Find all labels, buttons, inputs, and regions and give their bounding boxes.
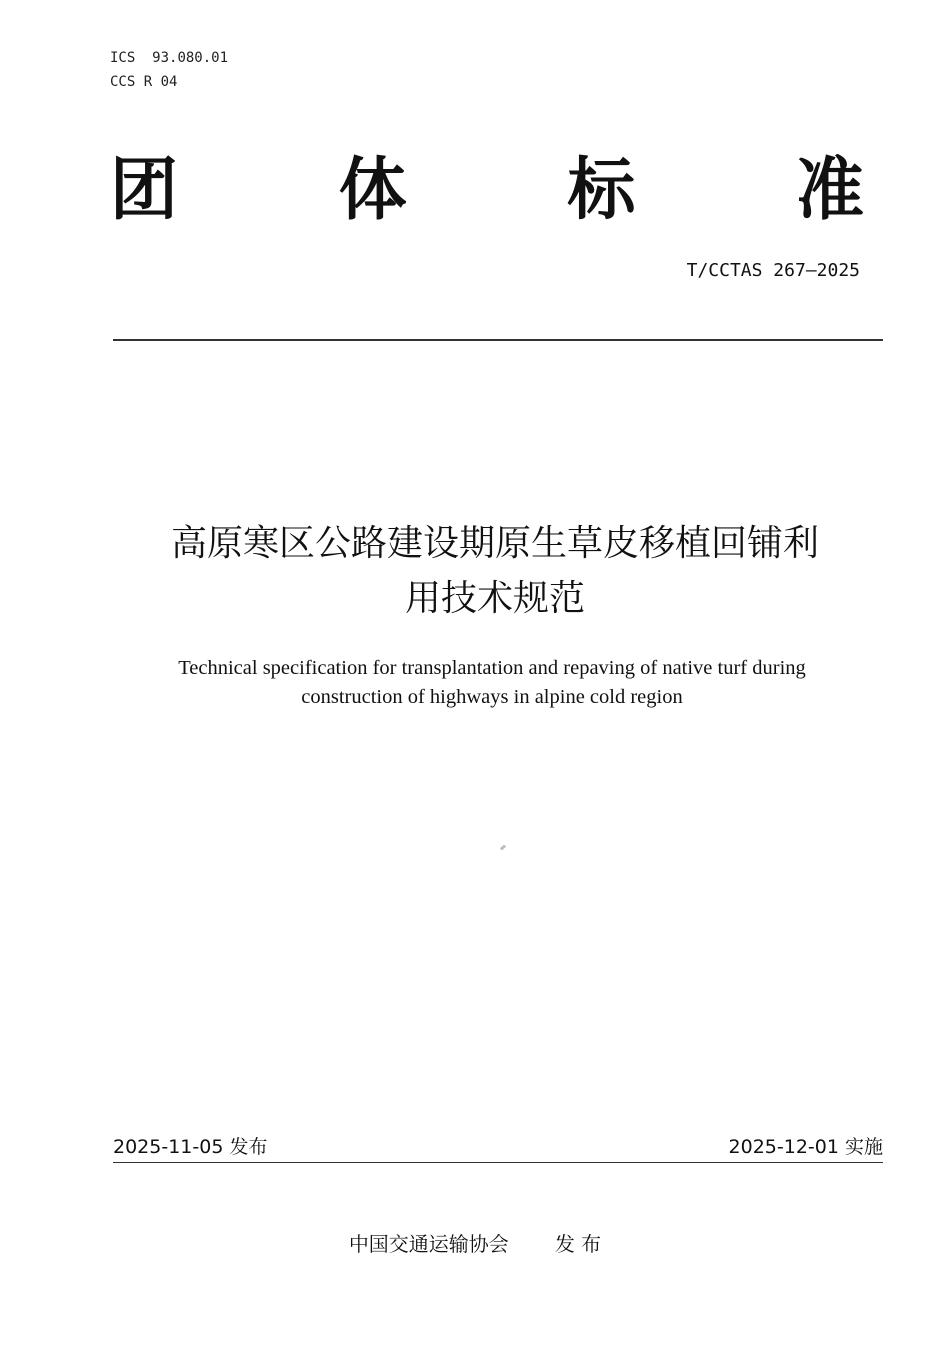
ics-value: 93.080.01 xyxy=(152,50,229,66)
implementation-date: 2025-12-01 实施 xyxy=(728,1136,883,1158)
title-chinese-line-2: 用技术规范 xyxy=(404,578,585,619)
ccs-label: CCS xyxy=(110,74,136,90)
title-chinese xyxy=(100,516,890,626)
issuer-name: 中国交通运输协会 xyxy=(348,1232,509,1256)
title-chinese-line-1: 高原寒区公路建设期原生草皮移植回铺利 xyxy=(170,523,819,564)
ics-label: ICS xyxy=(110,50,136,66)
document-number: T/CCTAS 267—2025 xyxy=(686,260,860,281)
doc-type-char-3: 标 xyxy=(567,151,636,230)
doc-type-char-1: 团 xyxy=(110,151,179,230)
title-english xyxy=(120,654,864,712)
scan-speck xyxy=(500,844,507,850)
ics-code-row xyxy=(110,46,228,70)
title-english-line-1: Technical specification for transplantation and repaving of native turf during xyxy=(178,657,806,679)
doc-type-char-2: 体 xyxy=(338,151,407,230)
issuer-line xyxy=(0,1228,950,1257)
title-english-line-2: construction of highways in alpine cold region xyxy=(301,686,683,708)
document-type-heading xyxy=(110,146,864,236)
issuer-action: 发 布 xyxy=(554,1232,602,1256)
doc-type-char-4: 准 xyxy=(795,151,864,230)
top-divider xyxy=(113,339,883,341)
ccs-value: R 04 xyxy=(143,74,178,90)
bottom-divider xyxy=(113,1162,883,1163)
ccs-code-row xyxy=(110,70,228,94)
issue-date: 2025-11-05 发布 xyxy=(113,1136,268,1158)
classification-codes xyxy=(110,46,228,94)
